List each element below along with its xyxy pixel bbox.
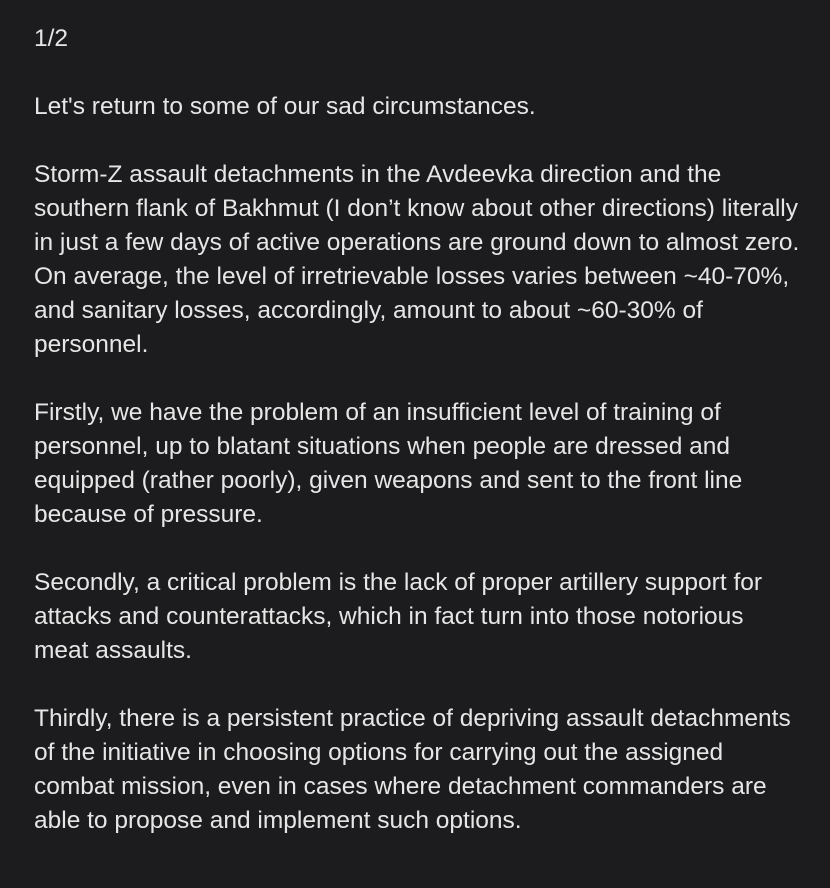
post-body: [34, 22, 804, 838]
page-indicator: 1/2: [34, 25, 69, 52]
paragraph-initiative: Thirdly, there is a persistent practice of depriving assault detachments of the initiative in choosing options for carrying out the assigned combat mission, even in cases where detachment commanders are able to propose and implement such options.: [34, 705, 791, 834]
paragraph-artillery: Secondly, a critical problem is the lack of proper artillery support for attacks and counterattacks, which in fact turn into those notorious meat assaults.: [34, 569, 763, 664]
paragraph-training: Firstly, we have the problem of an insufficient level of training of personnel, up to blatant situations when people are dressed and equipped (rather poorly), given weapons and sent to the front line because of pressure.: [34, 399, 743, 528]
paragraph-losses: Storm-Z assault detachments in the Avdeevka direction and the southern flank of Bakhmut (I don’t know about other directions) literally in just a few days of active operations are ground down to almost zero. On average, the level of irretrievable losses varies between ~40-70%, and sanitary losses, accordingly, amount to about ~60-30% of personnel.: [34, 161, 800, 358]
paragraph-intro: Let's return to some of our sad circumstances.: [34, 93, 536, 120]
